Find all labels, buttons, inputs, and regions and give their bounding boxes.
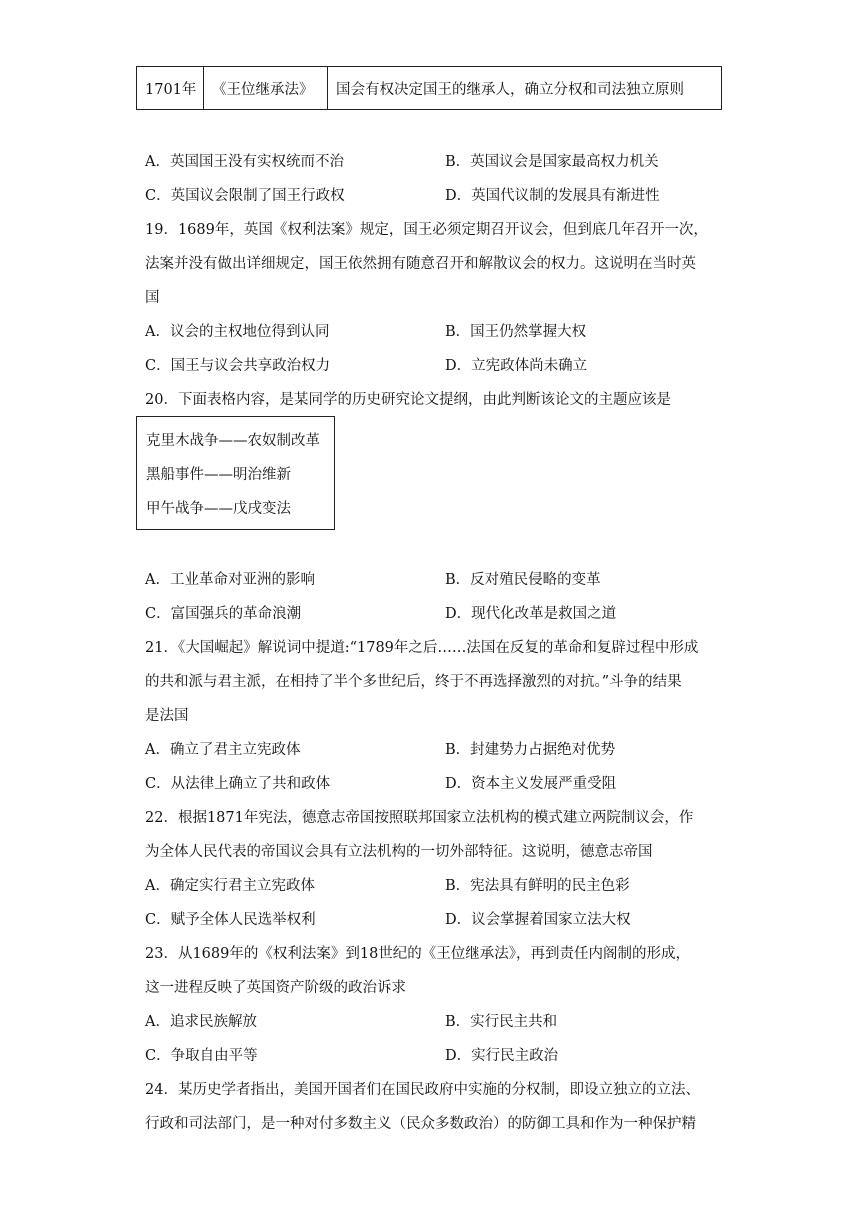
q18-option-c: C．英国议会限制了国王行政权 xyxy=(145,188,345,204)
q19-option-c: C．国王与议会共享政治权力 xyxy=(145,358,331,374)
q23-stem-line-1: 23．从1689年的《权利法案》到18世纪的《王位继承法》，再到责任内阁制的形成， xyxy=(145,946,691,962)
q19-stem-line-3: 国 xyxy=(145,290,160,306)
q21-stem-line-3: 是法国 xyxy=(145,708,189,724)
table-cell-year: 1701年 xyxy=(137,67,204,109)
q23-option-d: D．实行民主政治 xyxy=(445,1048,559,1064)
q23-option-b: B．实行民主共和 xyxy=(445,1014,558,1030)
outline-row: 甲午战争——戊戌变法 xyxy=(146,501,291,517)
q20-outline-box xyxy=(136,416,335,530)
q23-option-a: A．追求民族解放 xyxy=(145,1014,257,1030)
table-cell-content: 国会有权决定国王的继承人，确立分权和司法独立原则 xyxy=(336,81,684,98)
q19-option-b: B．国王仍然掌握大权 xyxy=(445,324,587,340)
q23-option-c: C．争取自由平等 xyxy=(145,1048,258,1064)
q19-stem-line-2: 法案并没有做出详细规定，国王依然拥有随意召开和解散议会的权力。这说明在当时英 xyxy=(145,256,696,272)
q18-option-a: A．英国国王没有实权统而不治 xyxy=(145,154,344,170)
q20-option-c: C．富国强兵的革命浪潮 xyxy=(145,606,302,622)
q21-option-a: A．确立了君主立宪政体 xyxy=(145,742,301,758)
q22-stem-line-2: 为全体人民代表的帝国议会具有立法机构的一切外部特征。这说明，德意志帝国 xyxy=(145,844,653,860)
q18-option-b: B．英国议会是国家最高权力机关 xyxy=(445,154,659,170)
q20-option-d: D．现代化改革是救国之道 xyxy=(445,606,617,622)
q24-stem-line-2: 行政和司法部门，是一种对付多数主义（民众多数政治）的防御工具和作为一种保护精 xyxy=(145,1116,696,1132)
q19-stem-line-1: 19．1689年，英国《权利法案》规定，国王必须定期召开议会，但到底几年召开一次， xyxy=(145,222,708,238)
q22-option-d: D．议会掌握着国家立法大权 xyxy=(445,912,631,928)
q19-option-d: D．立宪政体尚未确立 xyxy=(445,358,588,374)
q21-option-d: D．资本主义发展严重受阻 xyxy=(445,776,617,792)
q21-option-c: C．从法律上确立了共和政体 xyxy=(145,776,331,792)
q18-option-d: D．英国代议制的发展具有渐进性 xyxy=(445,188,660,204)
q22-option-a: A．确定实行君主立宪政体 xyxy=(145,878,315,894)
q21-stem-line-2: 的共和派与君主派，在相持了半个多世纪后，终于不再选择激烈的对抗。”斗争的结果 xyxy=(145,674,682,690)
q23-stem-line-2: 这一进程反映了英国资产阶级的政治诉求 xyxy=(145,980,406,996)
q21-stem-line-1: 21．《大国崛起》解说词中提道:“1789年之后……法国在反复的革命和复辟过程中形成 xyxy=(145,640,699,656)
q24-stem-line-1: 24．某历史学者指出，美国开国者们在国民政府中实施的分权制，即设立独立的立法、 xyxy=(145,1082,700,1098)
outline-row: 克里木战争——农奴制改革 xyxy=(146,433,320,449)
q20-option-b: B．反对殖民侵略的变革 xyxy=(445,572,601,588)
q22-stem-line-1: 22．根据1871年宪法，德意志帝国按照联邦国家立法机构的模式建立两院制议会，作 xyxy=(145,810,694,826)
q22-option-b: B．宪法具有鲜明的民主色彩 xyxy=(445,878,630,894)
q20-option-a: A．工业革命对亚洲的影响 xyxy=(145,572,315,588)
q19-option-a: A．议会的主权地位得到认同 xyxy=(145,324,330,340)
q21-option-b: B．封建势力占据绝对优势 xyxy=(445,742,616,758)
outline-row: 黑船事件——明治维新 xyxy=(146,467,291,483)
law-table xyxy=(136,66,722,110)
table-cell-law: 《王位继承法》 xyxy=(204,67,328,109)
q22-option-c: C．赋予全体人民选举权利 xyxy=(145,912,316,928)
q20-stem: 20．下面表格内容，是某同学的历史研究论文提纲，由此判断该论文的主题应该是 xyxy=(145,392,671,408)
